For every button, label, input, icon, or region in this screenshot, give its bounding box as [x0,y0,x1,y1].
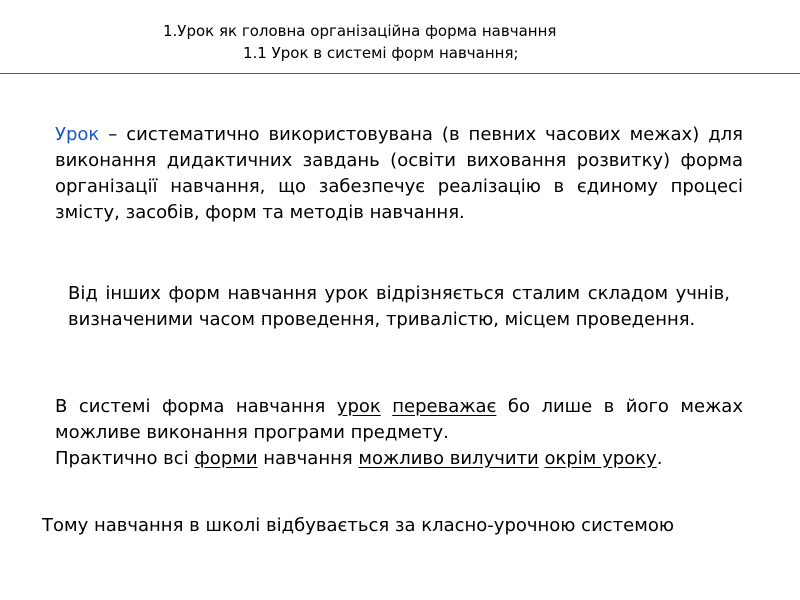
underlined-can-remove: можливо вилучити [358,448,539,469]
conclusion-paragraph: Тому навчання в школі відбувається за класно-урочною системою [42,515,674,536]
system-text [381,396,392,417]
system-text: бо лише в його межах можливе виконання програми предмету. [55,396,743,443]
header-divider [0,73,800,74]
system-text: . [656,448,663,469]
system-text: навчання [257,448,359,469]
underlined-forms: форми [194,448,258,469]
system-text: В системі форма навчання [55,396,337,417]
definition-paragraph [55,122,743,226]
definition-text: – систематично використовувана (в певних часових межах) для виконання дидактичних завдань (освіти виховання розвитку) форма організації навчання, що забезпечує реалізацію в єдиному процесі змісту, засобів, форм та методів навчання. [55,124,743,223]
header-title: 1.Урок як головна організаційна форма навчання [163,22,557,40]
underlined-except-lesson: окрім уроку [544,448,657,469]
difference-paragraph: Від інших форм навчання урок відрізняється сталим складом учнів, визначеними часом проведення, тривалістю, місцем проведення. [68,283,730,330]
underlined-lesson: урок [336,396,381,417]
system-paragraph [55,394,743,472]
underlined-prevails: переважає [392,396,497,417]
definition-term: Урок [55,124,100,145]
header-subtitle: 1.1 Урок в системі форм навчання; [243,44,519,62]
system-text: Практично всі [55,448,195,469]
